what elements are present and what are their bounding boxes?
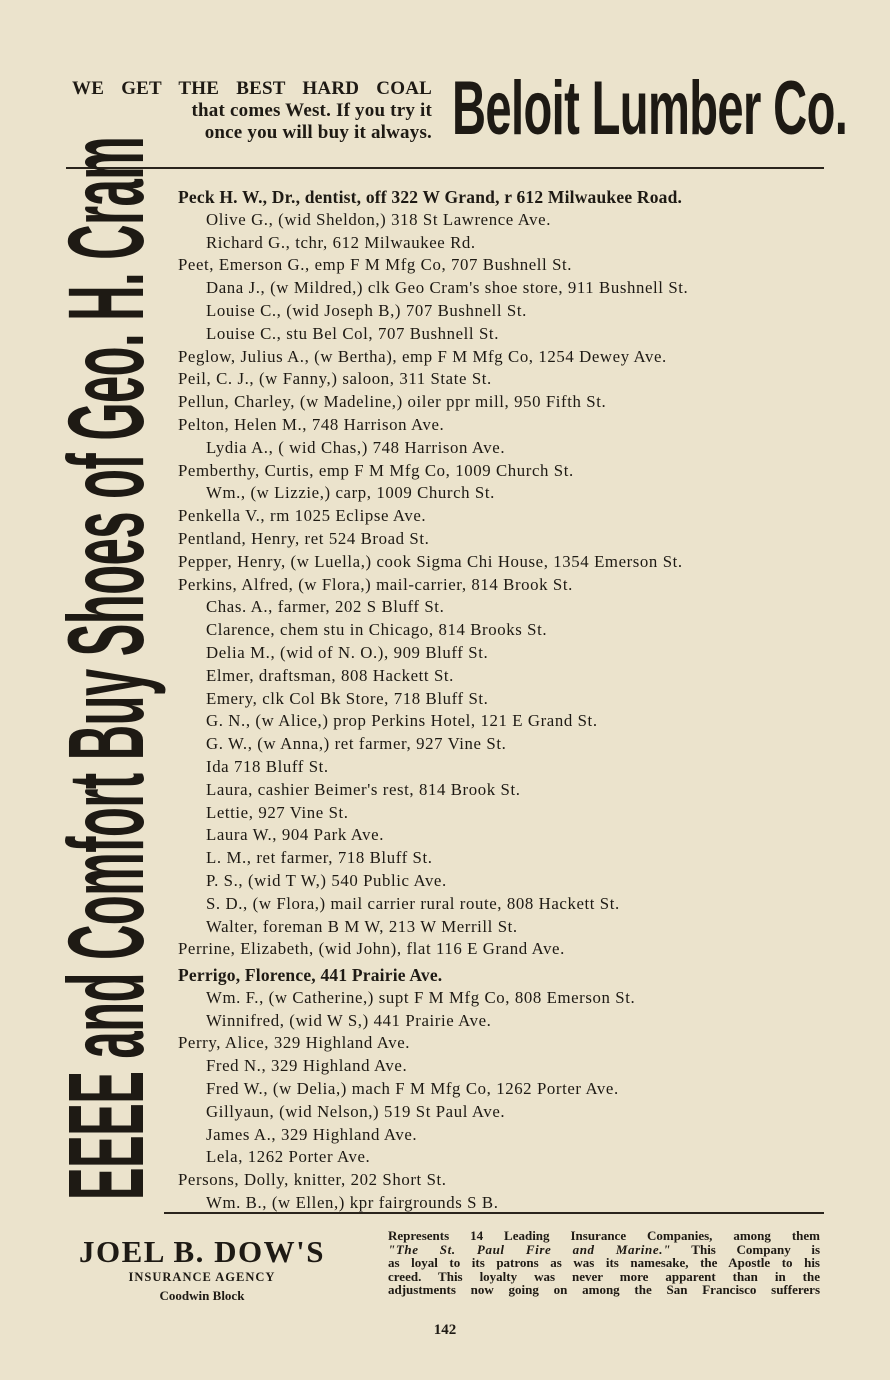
- insurance-ad-line-text: Represents 14 Leading Insurance Companies, among them: [388, 1228, 820, 1243]
- page-number: 142: [433, 1322, 457, 1338]
- directory-entry: Emery, clk Col Bk Store, 718 Bluff St.: [206, 688, 489, 708]
- directory-entry: Pemberthy, Curtis, emp F M Mfg Co, 1009 Church St.: [178, 460, 574, 480]
- insurance-ad-name: JOEL B. DOW'S: [78, 1234, 326, 1269]
- directory-entry: Perrine, Elizabeth, (wid John), flat 116 E Grand Ave.: [178, 939, 565, 959]
- directory-entry: Wm., (w Lizzie,) carp, 1009 Church St.: [206, 483, 495, 503]
- directory-entry: Wm. F., (w Catherine,) supt F M Mfg Co, 808 Emerson St.: [206, 987, 636, 1007]
- directory-entry: Louise C., (wid Joseph B,) 707 Bushnell St.: [206, 300, 527, 320]
- directory-entry: Pelton, Helen M., 748 Harrison Ave.: [178, 414, 445, 434]
- directory-entry: Lettie, 927 Vine St.: [206, 802, 349, 822]
- directory-entry: Perrigo, Florence, 441 Prairie Ave.: [178, 965, 443, 986]
- directory-entry: Richard G., tchr, 612 Milwaukee Rd.: [206, 232, 476, 252]
- directory-entry: Pellun, Charley, (w Madeline,) oiler ppr mill, 950 Fifth St.: [178, 392, 607, 412]
- insurance-ad-line: [388, 1229, 820, 1243]
- insurance-ad-line-text: as loyal to its patrons as was its namesake, the Apostle to his: [388, 1255, 820, 1270]
- directory-entry: Peck H. W., Dr., dentist, off 322 W Grand, r 612 Milwaukee Road.: [178, 187, 683, 207]
- directory-entry: Walter, foreman B M W, 213 W Merrill St.: [206, 916, 518, 936]
- directory-entry: Delia M., (wid of N. O.), 909 Bluff St.: [206, 642, 489, 662]
- directory-entry: Fred W., (w Delia,) mach F M Mfg Co, 1262 Porter Ave.: [206, 1079, 619, 1099]
- directory-entry: G. N., (w Alice,) prop Perkins Hotel, 121 E Grand St.: [206, 711, 598, 731]
- directory-entry: L. M., ret farmer, 718 Bluff St.: [206, 848, 433, 868]
- directory-entry: Olive G., (wid Sheldon,) 318 St Lawrence Ave.: [206, 209, 551, 229]
- insurance-ad-line: [388, 1256, 820, 1270]
- directory-entry: Penkella V., rm 1025 Eclipse Ave.: [178, 506, 427, 526]
- directory-entry: Pentland, Henry, ret 524 Broad St.: [178, 528, 430, 548]
- coal-ad-line: WE GET THE BEST HARD COAL: [72, 78, 432, 99]
- insurance-ad-line-text: creed. This loyalty was never more apparent than in the: [388, 1268, 820, 1284]
- directory-entries: [178, 186, 838, 1215]
- directory-entry: Chas. A., farmer, 202 S Bluff St.: [206, 597, 445, 617]
- directory-entry: Fred N., 329 Highland Ave.: [206, 1056, 408, 1076]
- coal-ad-text: [72, 78, 432, 144]
- beloit-lumber-ad: Beloit Lumber Co.: [452, 66, 848, 151]
- directory-entry: G. W., (w Anna,) ret farmer, 927 Vine St.: [206, 734, 507, 754]
- insurance-ad-line-text: adjustments now going on among the San Francisco sufferers: [388, 1282, 820, 1297]
- insurance-ad-line: [388, 1283, 820, 1297]
- directory-entry: Perry, Alice, 329 Highland Ave.: [178, 1033, 411, 1053]
- directory-entry: Peglow, Julius A., (w Bertha), emp F M Mfg Co, 1254 Dewey Ave.: [178, 346, 667, 366]
- directory-entry: Gillyaun, (wid Nelson,) 519 St Paul Ave.: [206, 1101, 506, 1121]
- insurance-ad-agency: INSURANCE AGENCY: [128, 1270, 276, 1284]
- directory-entry: Peil, C. J., (w Fanny,) saloon, 311 State St.: [178, 369, 492, 389]
- directory-entry: James A., 329 Highland Ave.: [206, 1124, 418, 1144]
- directory-entry: Perkins, Alfred, (w Flora,) mail-carrier, 814 Brook St.: [178, 574, 573, 594]
- directory-entry: Laura, cashier Beimer's rest, 814 Brook St.: [206, 779, 521, 799]
- insurance-ad-company-name: "The St. Paul Fire and Marine.": [388, 1241, 671, 1257]
- directory-entry: Louise C., stu Bel Col, 707 Bushnell St.: [206, 323, 499, 343]
- insurance-ad-description: [388, 1229, 820, 1297]
- directory-entry: S. D., (w Flora,) mail carrier rural route, 808 Hackett St.: [206, 893, 620, 913]
- directory-entry: Lela, 1262 Porter Ave.: [206, 1147, 371, 1167]
- bottom-divider: [164, 1212, 824, 1214]
- directory-entry: Peet, Emerson G., emp F M Mfg Co, 707 Bushnell St.: [178, 255, 573, 275]
- coal-ad-line: that comes West. If you try it: [191, 100, 432, 121]
- directory-entry: Laura W., 904 Park Ave.: [206, 825, 385, 845]
- directory-entry: Clarence, chem stu in Chicago, 814 Brooks St.: [206, 620, 548, 640]
- directory-entry: Persons, Dolly, knitter, 202 Short St.: [178, 1170, 447, 1190]
- side-shoe-ad-text: EEEE and Comfort Buy Shoes of Geo. H. Cram: [45, 136, 166, 1200]
- directory-entry: Dana J., (w Mildred,) clk Geo Cram's shoe store, 911 Bushnell St.: [206, 278, 689, 298]
- insurance-ad-location: Coodwin Block: [159, 1288, 245, 1303]
- directory-entry: Ida 718 Bluff St.: [206, 756, 329, 776]
- side-shoe-ad: [45, 136, 166, 1200]
- directory-entry: P. S., (wid T W,) 540 Public Ave.: [206, 870, 447, 890]
- coal-ad-line: once you will buy it always.: [204, 122, 432, 143]
- insurance-ad-line-text: This Company is: [670, 1241, 821, 1257]
- directory-entry: Elmer, draftsman, 808 Hackett St.: [206, 665, 454, 685]
- directory-entry: Wm. B., (w Ellen,) kpr fairgrounds S B.: [206, 1193, 499, 1213]
- insurance-ad-line: [388, 1270, 820, 1284]
- insurance-ad-line: [388, 1243, 820, 1257]
- directory-entry: Lydia A., ( wid Chas,) 748 Harrison Ave.: [206, 437, 506, 457]
- top-divider: [66, 167, 824, 169]
- directory-entry: Winnifred, (wid W S,) 441 Prairie Ave.: [206, 1010, 492, 1030]
- directory-entry: Pepper, Henry, (w Luella,) cook Sigma Chi House, 1354 Emerson St.: [178, 551, 683, 571]
